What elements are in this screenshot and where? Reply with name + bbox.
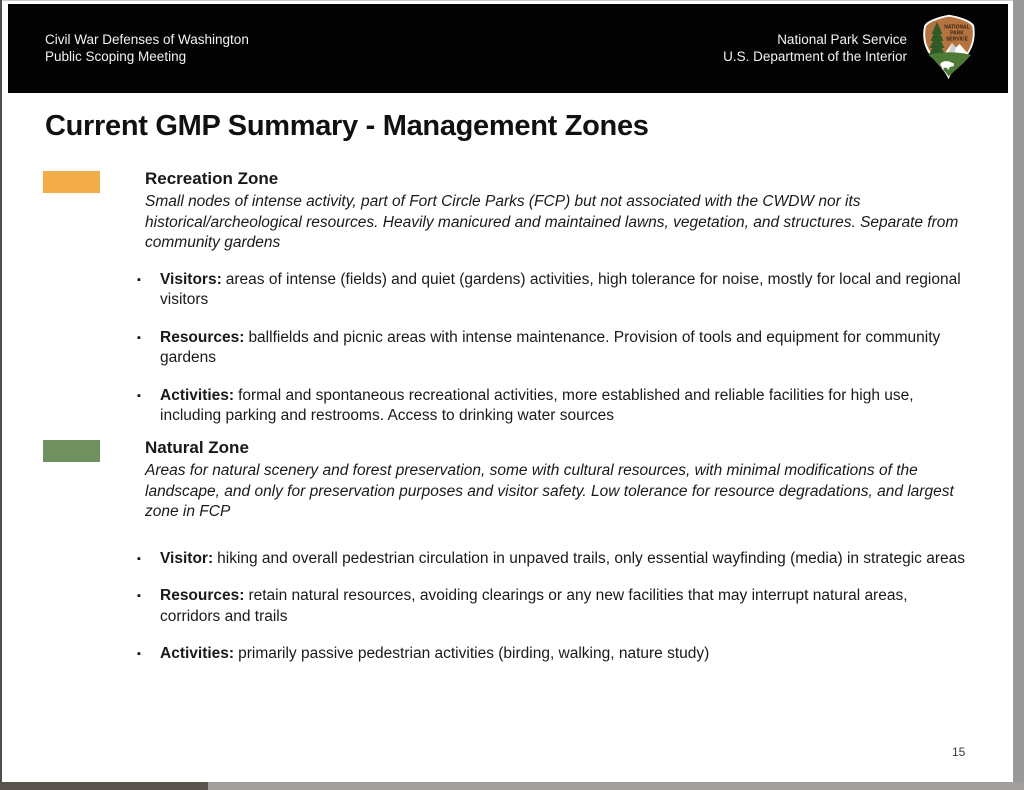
recreation-zone-heading: Recreation Zone: [145, 169, 279, 188]
bullet-body: hiking and overall pedestrian circulation in unpaved trails, only essential wayfinding (media) in strategic areas: [217, 549, 965, 567]
bullet-label: Resources:: [160, 587, 245, 604]
slide-header-band: [8, 4, 1008, 93]
page-title: Current GMP Summary - Management Zones: [45, 110, 649, 142]
recreation-zone-bullets: [137, 270, 970, 427]
vertical-scrollbar[interactable]: [1013, 0, 1024, 790]
list-item: [137, 586, 970, 627]
bullet-label: Visitors:: [160, 270, 222, 288]
recreation-zone-description: Small nodes of intense activity, part of Fort Circle Parks (FCP) but not associated with the CWDW nor its historical/archeological resources. Heavily manicured and maintained lawns, vegetation, and structures. Separate from community gardens: [145, 193, 959, 251]
logo-text-national: NATIONAL: [944, 24, 970, 31]
list-item: [137, 386, 970, 427]
logo-text-park: PARK: [950, 30, 964, 37]
recreation-zone-color-swatch: [43, 171, 100, 193]
header-agency-text: [723, 4, 907, 65]
square-bullet-icon: ▪: [137, 331, 141, 344]
natural-zone-color-swatch: [43, 440, 100, 462]
bullet-body: areas of intense (fields) and quiet (gardens) activities, high tolerance for noise, mostly for local and regional visitors: [160, 270, 961, 308]
bullet-label: Activities:: [160, 386, 235, 404]
square-bullet-icon: ▪: [137, 273, 141, 286]
header-right: [723, 4, 1008, 80]
header-agency-line2: U.S. Department of the Interior: [723, 49, 907, 64]
square-bullet-icon: ▪: [137, 552, 141, 565]
nps-arrowhead-logo: [921, 14, 977, 80]
zone-section-recreation: [0, 169, 1024, 427]
bullet-body: ballfields and picnic areas with intense maintenance. Provision of tools and equipment for community gardens: [160, 328, 941, 366]
horizontal-scrollbar-track[interactable]: [0, 782, 1024, 790]
natural-zone-bullets: [137, 549, 970, 665]
list-item: [137, 270, 970, 311]
header-agency-line1: National Park Service: [777, 32, 907, 47]
bullet-body: primarily passive pedestrian activities (birding, walking, nature study): [238, 645, 710, 662]
list-item: [137, 644, 970, 665]
bullet-body: retain natural resources, avoiding clearings or any new facilities that may interrupt natural areas, corridors and trails: [160, 587, 908, 625]
bullet-label: Activities:: [160, 645, 235, 662]
zone-section-natural: [0, 438, 1024, 665]
header-park-name: Civil War Defenses of Washington: [45, 32, 249, 47]
header-meeting-name: Public Scoping Meeting: [45, 49, 187, 64]
horizontal-scrollbar-thumb[interactable]: [0, 782, 208, 790]
square-bullet-icon: ▪: [137, 590, 141, 602]
bullet-body: formal and spontaneous recreational activities, more established and reliable facilities for high use, including parking and restrooms. Access to drinking water sources: [160, 386, 914, 424]
bullet-label: Resources:: [160, 328, 245, 346]
bullet-label: Visitor:: [160, 549, 214, 567]
window-top-border: [0, 0, 1024, 1]
natural-zone-heading: Natural Zone: [145, 438, 249, 457]
slide-page-number: 15: [952, 745, 966, 759]
square-bullet-icon: ▪: [137, 648, 141, 660]
header-left-text: [8, 4, 249, 65]
natural-zone-description: Areas for natural scenery and forest preservation, some with cultural resources, with minimal modifications of the landscape, and only for preservation purposes and visitor safety. Low tolerance for resource degradations, and largest zone in FCP: [145, 462, 954, 520]
logo-text-service: SERVICE: [946, 36, 968, 43]
list-item: [137, 549, 970, 570]
list-item: [137, 328, 970, 369]
square-bullet-icon: ▪: [137, 389, 141, 402]
